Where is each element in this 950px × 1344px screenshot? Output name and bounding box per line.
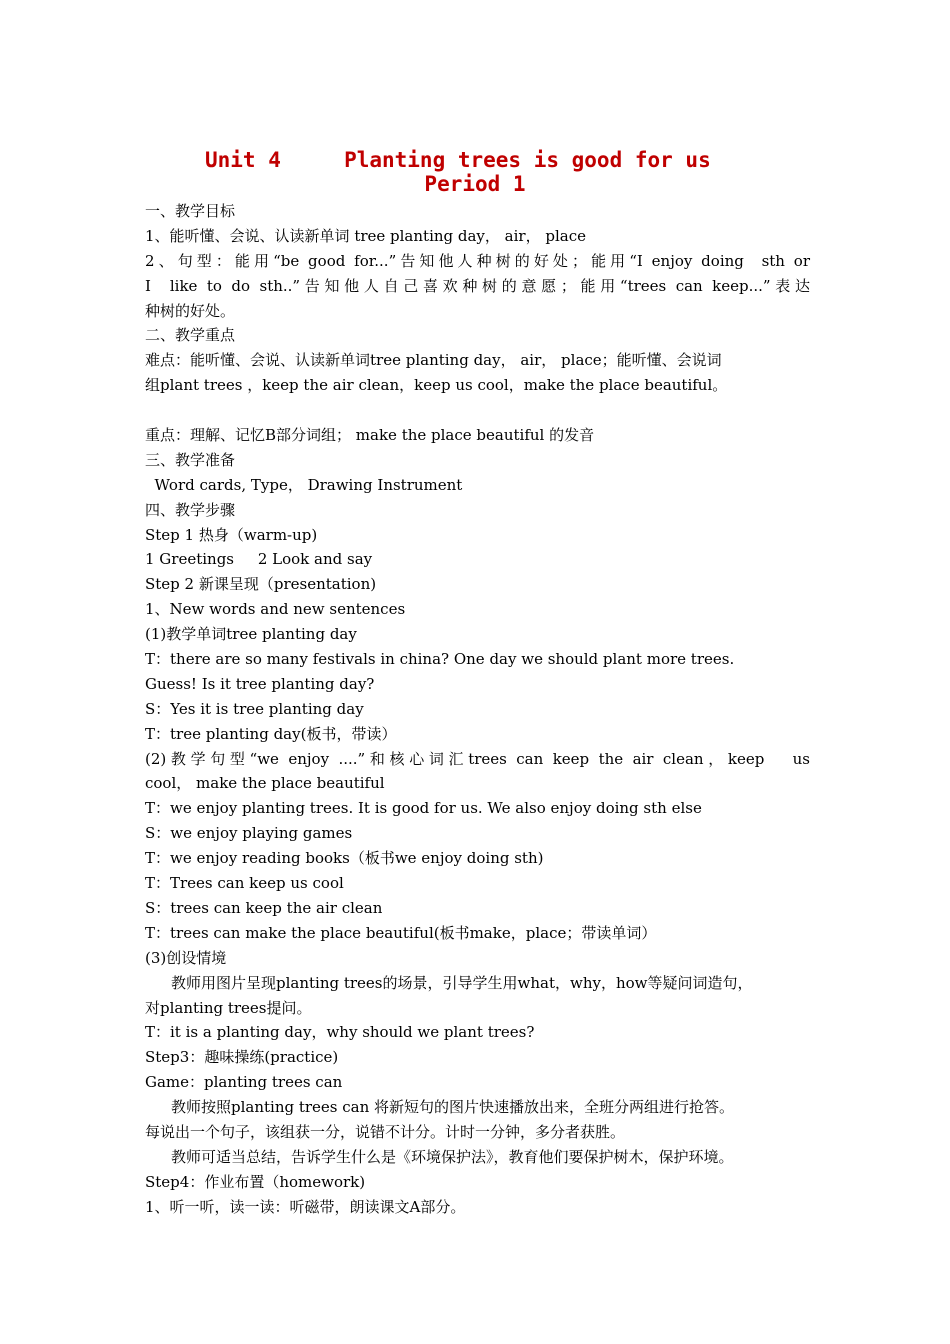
text-line: T：we enjoy planting trees. It is good for us. We also enjoy doing sth else (145, 799, 702, 818)
document-body (145, 199, 810, 1220)
text-line: (3)创设情境 (145, 948, 227, 967)
text-line: 教师可适当总结，告诉学生什么是《环境保护法》，教育他们要保护树木，保护环境。 (171, 1147, 734, 1166)
text-line: I like to do sth..”告知他人自己喜欢种树的意愿；能用“trees can keep...”表达 (145, 276, 810, 295)
text-line: T：tree planting day(板书，带读） (145, 724, 397, 743)
text-line: Game：planting trees can (145, 1073, 343, 1092)
text-line: 一、教学目标 (145, 202, 236, 220)
text-line: Word cards, Type， Drawing Instrument (145, 475, 463, 494)
text-line: Guess! Is it tree planting day? (145, 674, 375, 693)
text-line: 难点：能听懂、会说、认读新单词tree planting day， air， place；能听懂、会说词 (145, 351, 722, 370)
text-line: Step3：趣味操练(practice) (145, 1048, 339, 1067)
text-line: 对planting trees提问。 (145, 998, 312, 1017)
text-line: 1、能听懂、会说、认读新单词 tree planting day， air， place (145, 226, 586, 245)
text-line: S：Yes it is tree planting day (145, 699, 364, 718)
text-line: 2、句型：能用“be good for...”告知他人种树的好处；能用“I enjoy doing sth or (145, 251, 810, 270)
text-line: T：it is a planting day，why should we plant trees? (145, 1023, 535, 1042)
text-line: (1)教学单词tree planting day (145, 625, 357, 644)
text-line: 教师按照planting trees can 将新短句的图片快速播放出来，全班分两组进行抢答。 (171, 1098, 735, 1117)
text-line: 三、教学准备 (145, 450, 236, 469)
text-line: 1、New words and new sentences (145, 600, 406, 619)
text-line: (2)教学句型“we enjoy ....”和核心词汇trees can keep the air clean，keep us (145, 749, 810, 768)
text-line: 1、听一听，读一读：听磁带，朗读课文A部分。 (145, 1197, 466, 1216)
text-line: 每说出一个句子，该组获一分，说错不计分。计时一分钟，多分者获胜。 (145, 1122, 626, 1141)
text-line: 重点：理解、记忆B部分词组； make the place beautiful 的发音 (145, 426, 595, 445)
text-line: S：we enjoy playing games (145, 824, 353, 843)
document-title: Unit 4 Planting trees is good for us (205, 148, 711, 172)
text-line: T：we enjoy reading books（板书we enjoy doing sth) (145, 849, 544, 868)
text-line: 四、教学步骤 (145, 500, 236, 519)
text-line: S：trees can keep the air clean (145, 898, 383, 917)
text-line: Step4：作业布置（homework) (145, 1172, 366, 1191)
text-line: Step 2 新课呈现（presentation) (145, 575, 377, 594)
text-line: T：there are so many festivals in china? One day we should plant more trees. (145, 650, 735, 669)
text-line: T：trees can make the place beautiful(板书make，place；带读单词） (145, 923, 657, 942)
text-line: 二、教学重点 (145, 326, 236, 345)
text-line: 种树的好处。 (145, 301, 236, 320)
text-line: cool， make the place beautiful (145, 774, 385, 793)
text-line: 教师用图片呈现planting trees的场景，引导学生用what，why，how等疑问词造句， (171, 973, 753, 992)
text-line: Step 1 热身（warm-up) (145, 525, 318, 544)
text-line: T：Trees can keep us cool (145, 874, 344, 893)
document-subtitle: Period 1 (424, 172, 526, 196)
text-line (145, 398, 810, 423)
text-line: 1 Greetings 2 Look and say (145, 550, 373, 569)
text-line: 组plant trees ，keep the air clean，keep us cool，make the place beautiful。 (145, 376, 728, 395)
